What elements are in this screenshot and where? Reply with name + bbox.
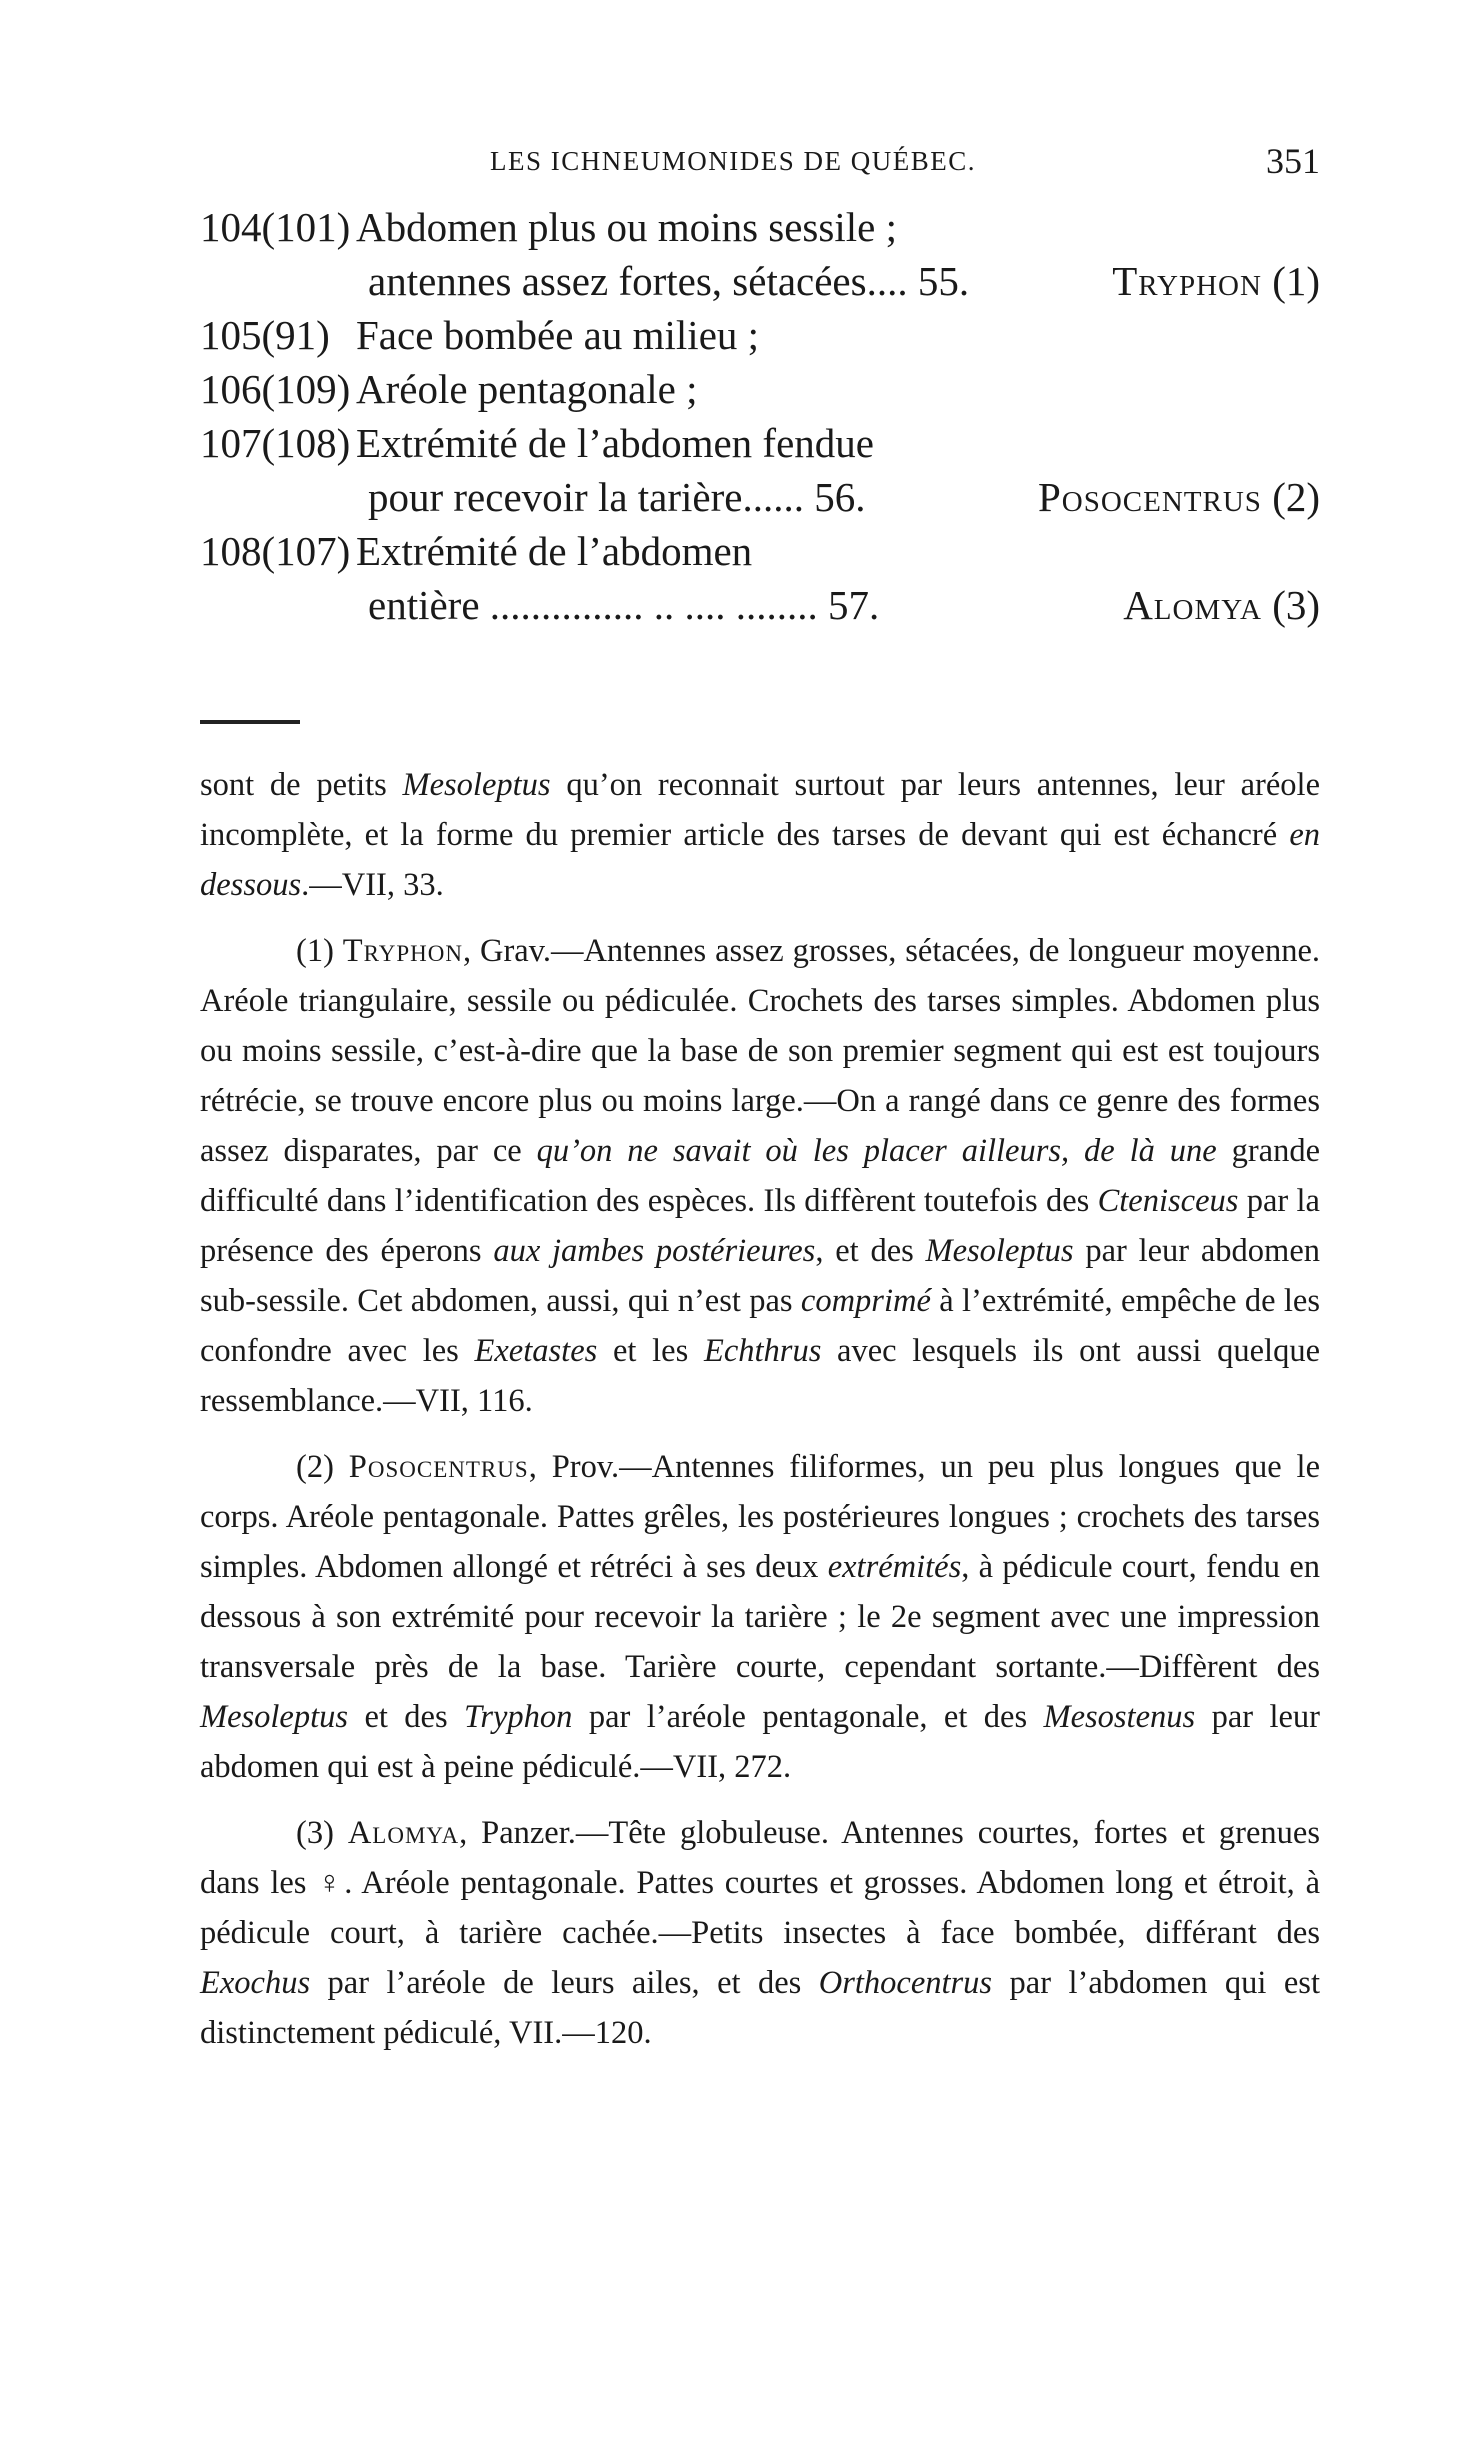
key-continuation: pour recevoir la tarière...... 56.	[368, 474, 866, 520]
running-head	[200, 140, 1320, 190]
genus-name: Posocentrus	[1037, 474, 1262, 520]
footnote-marker: (3)	[296, 1815, 348, 1851]
footnotes	[200, 760, 1320, 2058]
footnote-ref: (2)	[1272, 474, 1320, 520]
italic-run: Ctenisceus	[1097, 1183, 1239, 1219]
key-result	[1038, 470, 1320, 524]
key-number: 106(109)	[200, 366, 351, 412]
footnote-ref: (1)	[1272, 258, 1320, 304]
continued-footnote	[200, 760, 1320, 910]
footnote-1-tryphon	[200, 926, 1320, 1426]
footnote-marker: (1)	[296, 933, 343, 969]
text-run: , Grav.—Antennes assez grosses, sétacées, de longueur moyenne. Aréole triangulaire, sessile ou pédiculée. Crochets des tarses simples. Abdomen plus ou moins sessile, c’est-à-dire que la base de son premier segment qui est est toujours rétrécie, se trouve encore plus ou moins large.—On a rangé dans ce genre des formes assez disparates, par ce	[200, 933, 1320, 1169]
italic-run: Exochus	[200, 1965, 311, 2001]
genus-name: Tryphon	[342, 933, 463, 969]
italic-run: extrémités	[827, 1549, 962, 1585]
footnote-divider	[200, 720, 300, 724]
text-run: avec lesquels ils ont aussi quelque ressemblance.—VII, 116.	[200, 1333, 1320, 1419]
key-text: Aréole pentagonale ;	[356, 366, 698, 412]
italic-run: Tryphon	[464, 1699, 573, 1735]
footnote-marker: (2)	[296, 1449, 349, 1485]
italic-run: Mesoleptus	[402, 767, 551, 803]
text-run: par l’aréole de leurs ailes, et des	[310, 1965, 819, 2001]
italic-run: en dessous	[200, 817, 1320, 903]
text-run: , à pédicule court, fendu en dessous à son extrémité pour recevoir la tarière ; le 2e segment avec une impression transversale près de la base. Tarière courte, cependant sortante.—Diffèrent des	[200, 1549, 1320, 1685]
text-run: qu’on reconnait surtout par leurs antennes, leur aréole incomplète, et la forme du premier article des tarses de devant qui est échancré	[200, 767, 1320, 853]
italic-run: aux jambes postérieures	[493, 1233, 816, 1269]
italic-run: Mesoleptus	[925, 1233, 1074, 1269]
genus-name: Alomya	[1123, 582, 1262, 628]
text-run: à l’extrémité, empêche de les confondre avec les	[200, 1283, 1320, 1369]
italic-run: comprimé	[800, 1283, 931, 1319]
running-title: LES ICHNEUMONIDES DE QUÉBEC.	[490, 146, 976, 176]
italic-run: Mesostenus	[1043, 1699, 1196, 1735]
italic-run: Exetastes	[474, 1333, 598, 1369]
italic-run: Mesoleptus	[200, 1699, 349, 1735]
key-continuation: antennes assez fortes, sétacées.... 55.	[368, 258, 970, 304]
genus-name: Posocentrus	[348, 1449, 529, 1485]
italic-run: Echthrus	[703, 1333, 822, 1369]
text-run: et les	[597, 1333, 704, 1369]
genus-name: Tryphon	[1112, 258, 1262, 304]
key-text: Abdomen plus ou moins sessile ;	[356, 204, 897, 250]
key-number: 105(91)	[200, 312, 330, 358]
key-entry-107	[200, 416, 1320, 470]
text-run: par leur abdomen qui est à peine pédiculé.—VII, 272.	[200, 1699, 1320, 1785]
footnote-3-alomya	[200, 1808, 1320, 2058]
key-entry-108	[200, 524, 1320, 578]
key-result	[1123, 578, 1320, 632]
text-run: grande difficulté dans l’identification des espèces. Ils diffèrent toutefois des	[200, 1133, 1321, 1219]
text-run: , Panzer.—Tête globuleuse. Antennes courtes, fortes et grenues dans les ♀. Aréole pentagonale. Pattes courtes et grosses. Abdomen long et étroit, à pédicule court, à tarière cachée.—Petits insectes à face bombée, différant des	[200, 1815, 1320, 1951]
text-run: sont de petits	[200, 767, 403, 803]
text-run: par la présence des éperons	[200, 1183, 1320, 1269]
italic-run: Orthocentrus	[818, 1965, 993, 2001]
text-run: par leur abdomen sub-sessile. Cet abdomen, aussi, qui n’est pas	[200, 1233, 1320, 1319]
key-entry-108-continuation	[200, 578, 1320, 632]
key-continuation: entière ............... .. .... ........ 57.	[368, 582, 880, 628]
key-entry-106	[200, 362, 1320, 416]
key-text: Extrémité de l’abdomen	[356, 528, 753, 574]
italic-run: qu’on ne savait où les placer ailleurs, de là une	[536, 1133, 1217, 1169]
text-run: , et des	[815, 1233, 926, 1269]
key-number: 108(107)	[200, 528, 351, 574]
text-run: , Prov.—Antennes filiformes, un peu plus longues que le corps. Aréole pentagonale. Pattes grêles, les postérieures longues ; crochets des tarses simples. Abdomen allongé et rétréci à ses deux	[200, 1449, 1320, 1585]
key-entry-104	[200, 200, 1320, 254]
text-run: et des	[348, 1699, 465, 1735]
identification-key	[200, 200, 1320, 632]
genus-name: Alomya	[347, 1815, 460, 1851]
key-entry-105	[200, 308, 1320, 362]
footnote-ref: (3)	[1272, 582, 1320, 628]
page-number: 351	[1266, 141, 1320, 181]
key-number: 104(101)	[200, 204, 351, 250]
key-number: 107(108)	[200, 420, 351, 466]
text-run: par l’aréole pentagonale, et des	[572, 1699, 1044, 1735]
footnote-2-posocentrus	[200, 1442, 1320, 1792]
key-entry-107-continuation	[200, 470, 1320, 524]
key-entry-104-continuation	[200, 254, 1320, 308]
key-result	[1112, 254, 1320, 308]
key-text: Extrémité de l’abdomen fendue	[356, 420, 874, 466]
text-run: par l’abdomen qui est distinctement pédiculé, VII.—120.	[200, 1965, 1320, 2051]
text-run: .—VII, 33.	[301, 867, 444, 903]
key-text: Face bombée au milieu ;	[356, 312, 760, 358]
